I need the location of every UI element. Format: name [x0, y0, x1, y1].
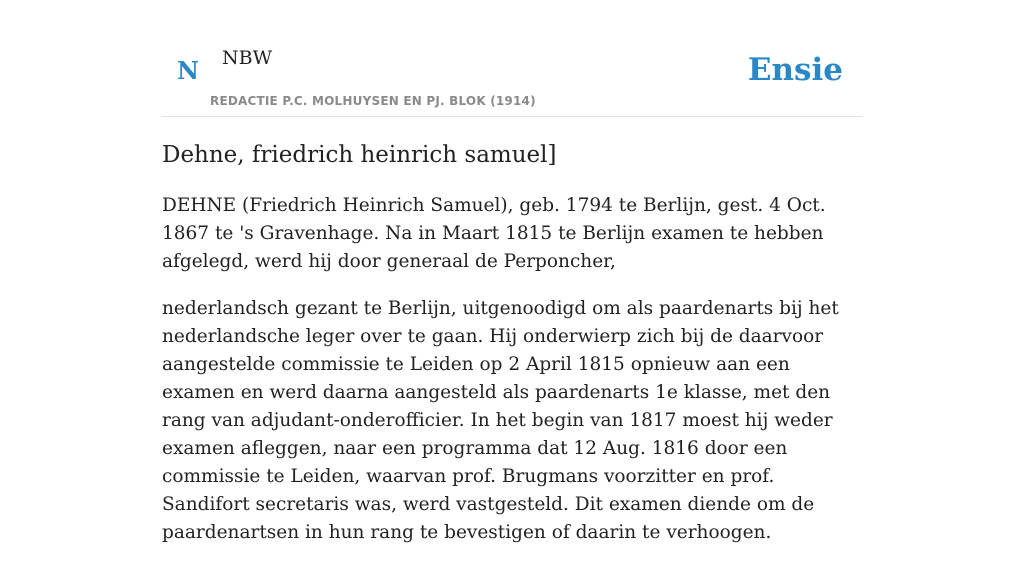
source-subtitle: REDACTIE P.C. MOLHUYSEN EN PJ. BLOK (1914) — [210, 94, 536, 108]
ensie-logo-link[interactable]: Ensie — [747, 52, 843, 88]
source-name[interactable]: NBW — [222, 47, 273, 69]
source-logo[interactable]: N — [177, 56, 199, 85]
article-paragraph: DEHNE (Friedrich Heinrich Samuel), geb. 1794 te Berlijn, gest. 4 Oct. 1867 te 's Gravenhage. Na in Maart 1815 te Berlijn examen te hebben afgelegd, werd hij door generaal de Perponcher, — [162, 195, 826, 272]
article-body — [162, 192, 862, 566]
page-title: Dehne, friedrich heinrich samuel] — [162, 142, 557, 168]
article-paragraph: nederlandsch gezant te Berlijn, uitgenoodigd om als paardenarts bij het nederlandsche leger over te gaan. Hij onderwierp zich bij de daarvoor aangestelde commissie te Leiden op 2 April 1815 opnieuw aan een examen en werd daarna aangesteld als paardenarts 1e klasse, met den rang van adjudant-onderofficier. In het begin van 1817 moest hij weder examen afleggen, naar een programma dat 12 Aug. 1816 door een commissie te Leiden, waarvan prof. Brugmans voorzitter en prof. Sandifort secretaris was, werd vastgesteld. Dit examen diende om de paardenartsen in hun rang te bevestigen of daarin te verhoogen. — [162, 298, 839, 543]
header — [162, 0, 862, 117]
